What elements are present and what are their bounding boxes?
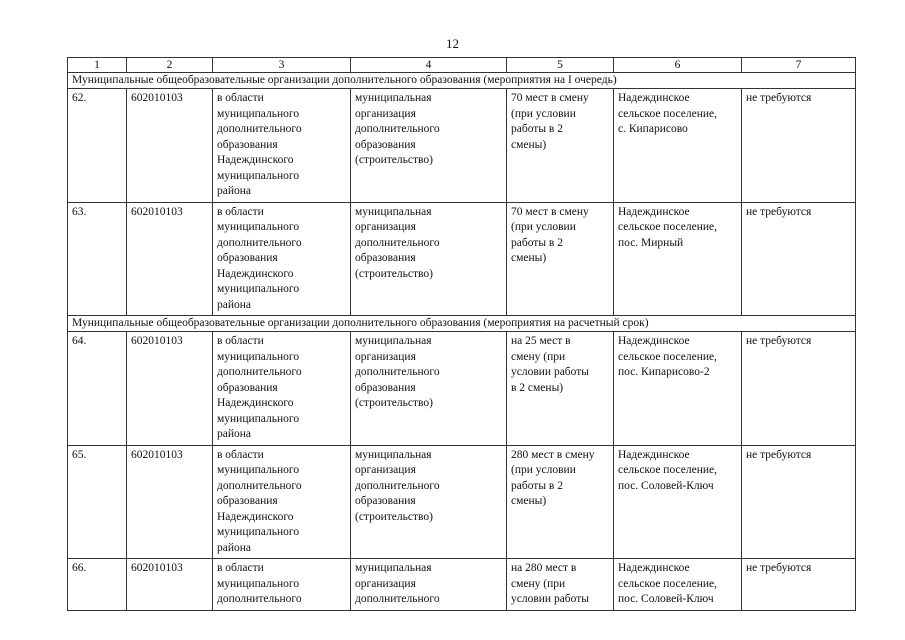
kind-line: (строительство) [355, 154, 433, 166]
section-header-row [68, 73, 856, 89]
capacity-line: смены) [511, 252, 547, 264]
row-number-cell: 66. [68, 559, 127, 611]
area-line: образования [217, 495, 278, 507]
area-line: района [217, 185, 252, 197]
location-line: пос. Соловей-Ключ [618, 479, 714, 492]
section-title: Муниципальные общеобразовательные организации дополнительного образования (мероприятия на I очередь) [68, 73, 856, 89]
capacity-line: (при условии [511, 464, 576, 476]
capacity-cell [507, 89, 614, 203]
location-cell [614, 559, 742, 611]
area-line: муниципального [217, 412, 300, 425]
area-line: муниципального [217, 577, 300, 590]
location-line: Надеждинское [618, 562, 690, 574]
kind-line: муниципальная [355, 448, 432, 461]
code-cell: 602010103 [127, 332, 213, 446]
area-line: образования [217, 138, 278, 151]
kind-line: муниципальная [355, 562, 432, 574]
column-header: 1 [68, 58, 127, 73]
area-line: Надеждинского [217, 510, 294, 523]
capacity-line: смену (при [511, 577, 566, 590]
kind-line: дополнительного [355, 236, 440, 249]
area-cell [213, 89, 351, 203]
column-header: 5 [507, 58, 614, 73]
kind-line: (строительство) [355, 267, 433, 280]
section-title: Муниципальные общеобразовательные организации дополнительного образования (мероприятия на расчетный срок) [68, 316, 856, 332]
capacity-line: работы в 2 [511, 479, 563, 492]
location-line: пос. Кипарисово-2 [618, 366, 710, 378]
area-line: дополнительного [217, 236, 302, 249]
kind-line: образования [355, 495, 416, 507]
capacity-line: работы в 2 [511, 123, 563, 135]
area-line: дополнительного [217, 479, 302, 492]
location-cell [614, 332, 742, 446]
table-row [68, 332, 856, 446]
area-line: Надеждинского [217, 267, 294, 280]
capacity-line: смену (при [511, 350, 566, 363]
code-cell: 602010103 [127, 89, 213, 203]
kind-line: дополнительного [355, 479, 440, 492]
area-line: дополнительного [217, 123, 302, 135]
capacity-line: в 2 смены) [511, 381, 564, 394]
kind-line: дополнительного [355, 366, 440, 378]
row-number-cell: 62. [68, 89, 127, 203]
capacity-cell [507, 559, 614, 611]
column-header: 2 [127, 58, 213, 73]
capacity-line: 280 мест в смену [511, 448, 595, 461]
kind-line: организация [355, 350, 416, 363]
page-number: 12 [446, 36, 459, 51]
kind-line: (строительство) [355, 510, 433, 523]
table-row [68, 445, 856, 559]
area-line: муниципального [217, 169, 300, 182]
area-line: в области [217, 562, 264, 574]
area-cell [213, 332, 351, 446]
capacity-line: работы в 2 [511, 236, 563, 249]
location-line: сельское поселение, [618, 221, 717, 233]
kind-line: дополнительного [355, 593, 440, 605]
kind-line: образования [355, 381, 416, 394]
table-row [68, 89, 856, 203]
area-line: Надеждинского [217, 397, 294, 409]
zones-cell: не требуются [742, 202, 856, 316]
column-header: 7 [742, 58, 856, 73]
capacity-line: условии работы [511, 366, 590, 378]
location-cell [614, 89, 742, 203]
area-line: муниципального [217, 221, 300, 233]
location-cell [614, 445, 742, 559]
location-line: Надеждинское [618, 448, 690, 461]
column-header: 6 [614, 58, 742, 73]
kind-cell [351, 445, 507, 559]
column-header: 4 [351, 58, 507, 73]
zones-cell: не требуются [742, 445, 856, 559]
area-line: муниципального [217, 350, 300, 363]
kind-line: муниципальная [355, 205, 432, 218]
kind-line: муниципальная [355, 92, 432, 104]
area-cell [213, 445, 351, 559]
table-row [68, 202, 856, 316]
area-cell [213, 559, 351, 611]
row-number-cell: 65. [68, 445, 127, 559]
kind-line: муниципальная [355, 335, 432, 347]
capacity-line: 70 мест в смену [511, 92, 589, 104]
measures-table [67, 57, 856, 611]
area-line: образования [217, 381, 278, 394]
kind-line: организация [355, 107, 416, 120]
table-body [68, 73, 856, 611]
kind-line: организация [355, 577, 416, 590]
capacity-cell [507, 202, 614, 316]
section-header-row [68, 316, 856, 332]
zones-cell: не требуются [742, 332, 856, 446]
area-line: района [217, 428, 252, 440]
area-line: дополнительного [217, 593, 302, 605]
kind-line: организация [355, 221, 416, 233]
area-line: района [217, 298, 252, 311]
area-cell [213, 202, 351, 316]
location-line: пос. Мирный [618, 236, 684, 249]
kind-line: образования [355, 252, 416, 264]
location-line: сельское поселение, [618, 577, 717, 590]
area-line: образования [217, 252, 278, 264]
capacity-line: 70 мест в смену [511, 205, 589, 218]
location-cell [614, 202, 742, 316]
location-line: Надеждинское [618, 92, 690, 104]
capacity-line: смены) [511, 495, 547, 507]
row-number-cell: 63. [68, 202, 127, 316]
zones-cell: не требуются [742, 89, 856, 203]
area-line: муниципального [217, 464, 300, 476]
area-line: в области [217, 92, 264, 104]
area-line: муниципального [217, 526, 300, 538]
column-header: 3 [213, 58, 351, 73]
area-line: муниципального [217, 283, 300, 295]
area-line: в области [217, 205, 264, 218]
location-line: Надеждинское [618, 335, 690, 347]
kind-line: (строительство) [355, 397, 433, 409]
row-number-cell: 64. [68, 332, 127, 446]
kind-line: организация [355, 464, 416, 476]
code-cell: 602010103 [127, 445, 213, 559]
code-cell: 602010103 [127, 559, 213, 611]
capacity-line: на 280 мест в [511, 562, 577, 574]
area-line: дополнительного [217, 366, 302, 378]
capacity-line: на 25 мест в [511, 335, 571, 347]
location-line: сельское поселение, [618, 107, 717, 120]
kind-cell [351, 559, 507, 611]
kind-cell [351, 332, 507, 446]
kind-line: дополнительного [355, 123, 440, 135]
capacity-line: (при условии [511, 221, 576, 233]
area-line: Надеждинского [217, 154, 294, 166]
location-line: пос. Соловей-Ключ [618, 593, 714, 605]
capacity-cell [507, 445, 614, 559]
code-cell: 602010103 [127, 202, 213, 316]
kind-cell [351, 89, 507, 203]
capacity-line: условии работы [511, 593, 590, 605]
table-row [68, 559, 856, 611]
location-line: сельское поселение, [618, 464, 717, 476]
area-line: в области [217, 335, 264, 347]
capacity-line: (при условии [511, 107, 576, 120]
capacity-line: смены) [511, 138, 547, 151]
location-line: с. Кипарисово [618, 123, 688, 135]
kind-line: образования [355, 138, 416, 151]
location-line: Надеждинское [618, 205, 690, 218]
location-line: сельское поселение, [618, 350, 717, 363]
capacity-cell [507, 332, 614, 446]
table-header-row [68, 58, 856, 73]
area-line: в области [217, 448, 264, 461]
zones-cell: не требуются [742, 559, 856, 611]
area-line: муниципального [217, 107, 300, 120]
kind-cell [351, 202, 507, 316]
area-line: района [217, 541, 252, 554]
